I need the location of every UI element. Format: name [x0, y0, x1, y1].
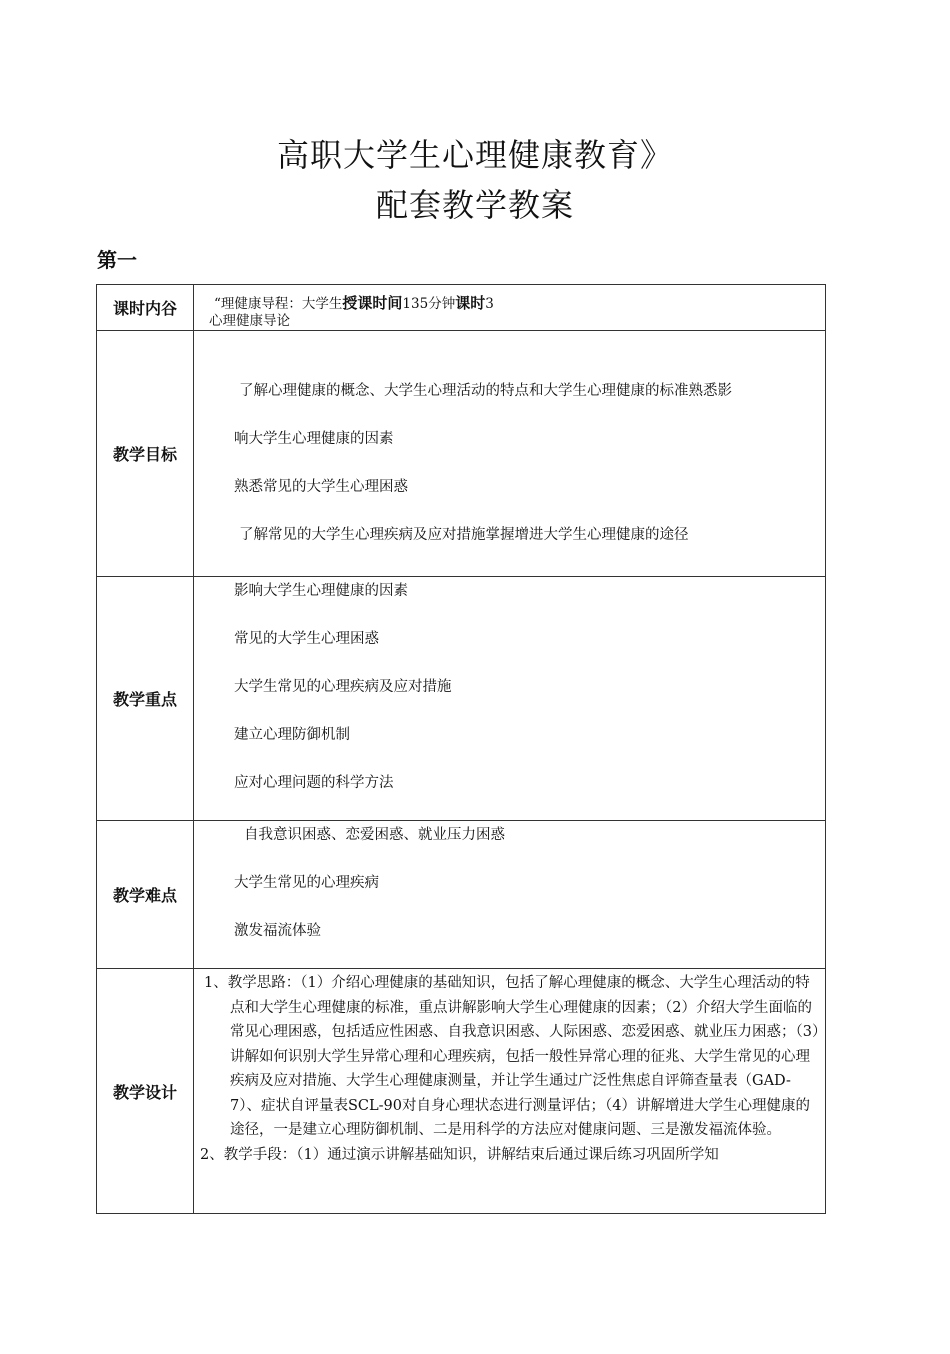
label-course-content: 课时内谷 [97, 285, 194, 331]
difficulty-line: 激发福流体验 [234, 923, 321, 939]
design-item-2: 2、教学手段：（1）通过演示讲解基础知识，讲解结束后通过课后练习巩固所学知 [200, 1146, 719, 1163]
design-cell [194, 969, 826, 1214]
hours-value: 3 [485, 296, 494, 312]
objective-line: 响大学生心理健康的因素 [234, 431, 394, 447]
objective-line: 了解常见的大学生心理疾病及应对措施掌握增进大学生心理健康的途径 [239, 527, 689, 543]
objective-line: 了解心理健康的概念、大学生心理活动的特点和大学生心理健康的标准熟悉影 [239, 383, 732, 399]
key-point-line: 建立心理防御机制 [234, 727, 350, 743]
objective-line: 熟悉常见的大学生心理困惑 [234, 479, 408, 495]
objectives-cell [194, 331, 826, 577]
row-course-content [97, 285, 826, 331]
time-value: 135分钟 [402, 296, 456, 312]
hours-label: 课时 [455, 294, 486, 312]
label-design: 教学设计 [97, 969, 194, 1214]
difficulty-line: 自我意识困惑、恋爱困惑、就业压力困惑 [244, 827, 505, 843]
row-difficulties [97, 821, 826, 969]
chapter-heading: 第一 [97, 248, 137, 272]
lesson-plan-table [96, 284, 826, 1214]
row-key-points [97, 577, 826, 821]
key-points-cell [194, 577, 826, 821]
document-subtitle: 配套教学教案 [375, 186, 574, 224]
time-label: 授课时间 [342, 294, 403, 312]
label-objectives: 教学目标 [97, 331, 194, 577]
row-objectives [97, 331, 826, 577]
label-key-points: 教学重点 [97, 577, 194, 821]
difficulties-cell [194, 821, 826, 969]
topic-line2: 心理健康导论 [209, 313, 290, 329]
row-design [97, 969, 826, 1214]
key-point-line: 影响大学生心理健康的因素 [234, 583, 408, 599]
difficulty-line: 大学生常见的心理疾病 [234, 875, 379, 891]
key-point-line: 应对心理问题的科学方法 [234, 775, 394, 791]
course-content-cell [194, 285, 826, 331]
label-difficulties: 教学难点 [97, 821, 194, 969]
key-point-line: 大学生常见的心理疾病及应对措施 [234, 679, 452, 695]
topic-prefix: “理健康导程：大学生 [214, 296, 343, 312]
design-item-1: 1、教学思路：（1）介绍心理健康的基础知识，包括了解心理健康的概念、大学生心理活动的特点和大学生心理健康的标准，重点讲解影响大学生心理健康的因素；（2）介绍大学生面临的常见心理困惑，包括适应性困惑、自我意识困惑、人际困惑、恋爱困惑、就业压力困惑；（3）讲解如何识别大学生异常心理和心理疾病，包括一般性异常心理的征兆、大学生常见的心理疾病及应对措施、大学生心理健康测量，并让学生通过广泛性焦虑自评筛查量表（GAD-7）、症状自评量表SCL-90对自身心理状态进行测量评估；（4）讲解增进大学生心理健康的途径，一是建立心理防御机制、二是用科学的方法应对健康问题、三是激发福流体验。 [204, 975, 820, 1138]
document-title: 高职大学生心理健康教育》 [276, 136, 673, 174]
key-point-line: 常见的大学生心理困惑 [234, 631, 379, 647]
